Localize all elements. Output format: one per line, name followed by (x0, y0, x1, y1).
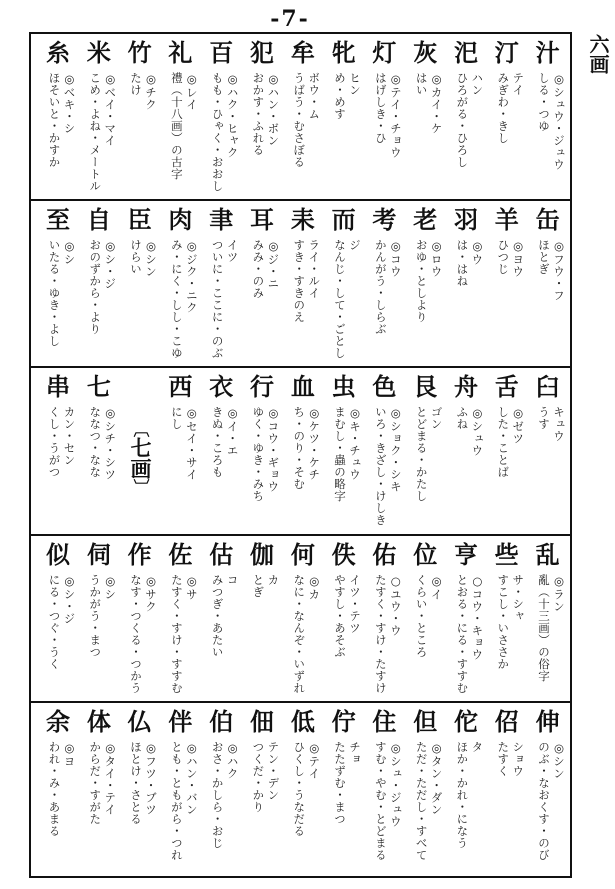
kanji-reading: ◎フツ・ブツ ほとけ・さとる (129, 741, 159, 825)
kanji-character: 艮 (413, 372, 438, 401)
kanji-entry (242, 536, 283, 701)
kanji-character: 臣 (127, 205, 152, 234)
kanji-entry (282, 368, 323, 534)
kanji-character: 汁 (535, 38, 560, 67)
kanji-entry (364, 368, 405, 534)
kanji-table (29, 32, 572, 878)
kanji-reading: ◎テイ ひくし・うなだる (292, 741, 322, 837)
kanji-character: 臼 (535, 372, 560, 401)
section-title: 七画 (128, 437, 154, 479)
kanji-entry (527, 536, 568, 701)
kanji-row (31, 201, 570, 366)
kanji-entry (38, 368, 79, 534)
kanji-entry (201, 368, 242, 534)
kanji-reading: ◎タン・ダン ただ・ただし・すべて (414, 741, 444, 861)
kanji-reading: イツ・テツ やすし・あそぶ (333, 574, 363, 658)
kanji-reading: ゴン とどまる・かたし (414, 406, 444, 502)
kanji-reading: ◎カ なに・なんぞ・いずれ (292, 574, 322, 694)
kanji-reading: ◎コウ かんがう・しらぶ (373, 239, 403, 335)
kanji-entry (282, 536, 323, 701)
kanji-reading: ライ・ルイ すき・すきのえ (292, 239, 322, 323)
kanji-character: 灯 (372, 38, 397, 67)
kanji-reading: ◎イ・エ きぬ・ころも (210, 406, 240, 478)
kanji-character: 伽 (250, 540, 275, 569)
kanji-entry (160, 368, 201, 534)
kanji-row (31, 368, 570, 534)
kanji-character: 汜 (454, 38, 478, 67)
kanji-reading: ◎ハク おさ・かしら・おじ (210, 741, 240, 849)
kanji-entry (78, 201, 119, 366)
kanji-character: 佇 (331, 707, 356, 736)
kanji-reading: ◎ウ は・はね (455, 239, 485, 287)
kanji-reading: ◎シン のぶ・なおくす・のび (537, 741, 566, 861)
kanji-entry (405, 703, 446, 876)
kanji-reading: タ ほか・かれ・になう (455, 741, 485, 849)
kanji-entry (242, 368, 283, 534)
kanji-reading: ◎ショク・シキ いろ・きざし・けしき (373, 406, 403, 526)
kanji-entry (323, 703, 364, 876)
kanji-reading: ◎シチ・シツ ななつ・なな (88, 406, 118, 481)
kanji-entry (364, 34, 405, 199)
kanji-character: 佃 (250, 707, 275, 736)
kanji-reading: ◎ラン 亂（十三画）の俗字 (537, 574, 566, 682)
kanji-reading: ◎ハク・ヒャク もも・ひゃく・おおし (210, 72, 240, 192)
kanji-entry (201, 201, 242, 366)
kanji-entry (160, 201, 201, 366)
kanji-character: 缶 (535, 205, 560, 234)
kanji-character: 体 (86, 707, 111, 736)
kanji-entry (201, 703, 242, 876)
kanji-entry (527, 201, 568, 366)
kanji-character: 牟 (290, 38, 315, 67)
kanji-character: 伺 (86, 540, 111, 569)
kanji-character: 作 (127, 540, 152, 569)
kanji-character: 伸 (535, 707, 560, 736)
kanji-reading: チョ たたずむ・まつ (333, 741, 363, 825)
kanji-entry (119, 368, 160, 534)
kanji-reading: ◎シ・ジ にる・つぐ・うく (47, 574, 77, 670)
kanji-entry (364, 536, 405, 701)
kanji-entry (446, 201, 487, 366)
kanji-reading: ◎テイ・チョウ はげしき・ひ (373, 72, 403, 159)
bracket-close: 〕 (131, 479, 151, 495)
kanji-reading: テン・デン つくだ・かり (251, 741, 281, 813)
kanji-entry (119, 536, 160, 701)
kanji-entry (323, 368, 364, 534)
kanji-reading: ◎タイ・テイ からだ・すがた (88, 741, 118, 825)
kanji-entry (242, 201, 283, 366)
kanji-entry (160, 536, 201, 701)
kanji-reading: ◎キ・チュウ まむし・蟲の略字 (333, 406, 363, 502)
kanji-character: 羊 (494, 205, 519, 234)
kanji-reading: ◎ロウ おゆ・としより (414, 239, 444, 323)
kanji-entry (201, 34, 242, 199)
kanji-reading: ◎ハン・バン とも・ともがら・つれ (169, 741, 199, 861)
kanji-reading: ◎シ・ジ おのずから・より (88, 239, 118, 335)
kanji-entry (78, 536, 119, 701)
bracket-open: 〔 (131, 421, 151, 437)
kanji-character: 西 (168, 372, 193, 401)
kanji-character: 但 (413, 707, 438, 736)
kanji-entry (364, 201, 405, 366)
kanji-entry (405, 536, 446, 701)
kanji-character: 灰 (413, 38, 438, 67)
kanji-reading: ◎シュ・ジュウ すむ・やむ・とどまる (373, 741, 403, 861)
kanji-reading: ◎シ うかがう・まつ (88, 574, 118, 658)
kanji-entry (282, 703, 323, 876)
kanji-entry (446, 703, 487, 876)
kanji-character: 至 (46, 205, 71, 234)
kanji-entry (119, 34, 160, 199)
kanji-character: 百 (209, 38, 234, 67)
kanji-character: 色 (372, 372, 397, 401)
kanji-character: 仏 (127, 707, 152, 736)
kanji-reading: ショウ たすく (496, 741, 526, 777)
kanji-reading: ◎ベキ・シ ほそいと・かすか (47, 72, 77, 168)
kanji-character: 糸 (46, 38, 71, 67)
kanji-reading: ◎シン けらい (129, 239, 159, 278)
kanji-reading: テイ みぎわ・きし (496, 72, 526, 144)
kanji-entry (282, 201, 323, 366)
kanji-entry (242, 34, 283, 199)
kanji-reading: イツ ついに・ここに・のぶ (210, 239, 240, 359)
kanji-entry (160, 703, 201, 876)
kanji-entry (38, 536, 79, 701)
kanji-reading: ボウ・ム うばう・むさぼる (292, 72, 322, 168)
kanji-entry (405, 368, 446, 534)
kanji-row (31, 536, 570, 701)
kanji-entry (527, 703, 568, 876)
kanji-character: 余 (46, 707, 71, 736)
kanji-entry (119, 201, 160, 366)
kanji-character: 佑 (372, 540, 397, 569)
kanji-character: 血 (290, 372, 315, 401)
kanji-reading: ◎ヨ われ・み・あまる (47, 741, 77, 837)
kanji-reading: ◎シュウ・ジュウ しる・つゆ (537, 72, 566, 171)
kanji-reading: ○コウ・キョウ とおる・にる・すすむ (455, 574, 485, 694)
kanji-entry (446, 536, 487, 701)
kanji-character: 舌 (494, 372, 519, 401)
kanji-entry (405, 201, 446, 366)
kanji-entry (38, 34, 79, 199)
kanji-character: 礼 (168, 38, 193, 67)
kanji-reading: ◎カイ・ケ はい (414, 72, 444, 135)
kanji-entry (201, 536, 242, 701)
kanji-reading: カン・セン くし・うがつ (47, 406, 77, 478)
kanji-reading: ◎チク たけ (129, 72, 159, 111)
kanji-entry (486, 34, 527, 199)
kanji-character: 串 (46, 372, 71, 401)
kanji-entry (78, 368, 119, 534)
kanji-entry (364, 703, 405, 876)
kanji-reading: ◎サ たすく・すけ・すすむ (169, 574, 199, 694)
kanji-reading: ハン ひろがる・ひろし (455, 72, 485, 168)
kanji-character: 估 (209, 540, 234, 569)
kanji-character: 虫 (331, 372, 356, 401)
kanji-entry (446, 368, 487, 534)
kanji-character: 汀 (494, 38, 519, 67)
kanji-character: 耳 (250, 205, 275, 234)
kanji-character: 米 (86, 38, 111, 67)
kanji-character: 低 (290, 707, 315, 736)
kanji-entry (323, 536, 364, 701)
kanji-reading: ◎サク なす・つくる・つかう (129, 574, 159, 694)
kanji-reading: ◎ジ・ニ みみ・のみ (251, 239, 281, 299)
kanji-reading: ◎イ くらい・ところ (414, 574, 444, 658)
kanji-entry (38, 703, 79, 876)
kanji-reading: ジ なんじ・して・ごとし (333, 239, 363, 359)
kanji-character: 耒 (290, 205, 315, 234)
kanji-character: 亨 (454, 540, 478, 569)
kanji-entry (160, 34, 201, 199)
kanji-reading: ○ユウ・ウ たすく・すけ・たすけ (373, 574, 403, 694)
kanji-entry (486, 703, 527, 876)
kanji-character: 伯 (209, 707, 234, 736)
kanji-character: 伴 (168, 707, 193, 736)
kanji-character: 乱 (535, 540, 560, 569)
kanji-entry (323, 34, 364, 199)
kanji-character: 老 (413, 205, 438, 234)
kanji-row (31, 34, 570, 199)
kanji-entry (486, 536, 527, 701)
kanji-entry (527, 368, 568, 534)
kanji-character: 似 (46, 540, 71, 569)
section-heading-seven-strokes (119, 398, 160, 518)
kanji-character: 住 (372, 707, 397, 736)
kanji-entry (527, 34, 568, 199)
kanji-entry (78, 703, 119, 876)
kanji-character: 佋 (494, 707, 519, 736)
kanji-entry (242, 703, 283, 876)
kanji-character: 何 (290, 540, 315, 569)
kanji-entry (486, 201, 527, 366)
kanji-reading: ◎ジク・ニク み・にく・しし・こゆ (169, 239, 199, 359)
kanji-character: 竹 (127, 38, 152, 67)
kanji-character: 肉 (168, 205, 193, 234)
kanji-entry (486, 368, 527, 534)
kanji-character: 牝 (331, 38, 356, 67)
kanji-character: 考 (372, 205, 397, 234)
kanji-character: 行 (250, 372, 275, 401)
kanji-character: 而 (331, 205, 356, 234)
kanji-character: 位 (413, 540, 438, 569)
kanji-entry (78, 34, 119, 199)
page-number: -7- (270, 6, 310, 32)
kanji-reading: ◎フウ・フ ほとぎ (537, 239, 566, 302)
kanji-character: 佚 (331, 540, 356, 569)
kanji-reading: ◎シ いたる・ゆき・よし (47, 239, 77, 347)
kanji-character: 七 (86, 372, 111, 401)
kanji-reading: ◎ヨウ ひつじ (496, 239, 526, 278)
kanji-character: 犯 (250, 38, 275, 67)
kanji-reading: カ とぎ (251, 574, 281, 598)
kanji-reading: ◎ベイ・マイ こめ・よね・メートル (88, 72, 118, 192)
section-label-six-strokes: 六画 (586, 34, 610, 74)
kanji-reading: ヒン め・めす (333, 72, 363, 120)
kanji-character: 舟 (454, 372, 478, 401)
kanji-reading: ◎レイ 禮（十八画）の古字 (169, 72, 199, 180)
kanji-character: 佐 (168, 540, 193, 569)
kanji-row (31, 703, 570, 876)
kanji-entry (323, 201, 364, 366)
kanji-entry (446, 34, 487, 199)
kanji-character: 聿 (209, 205, 234, 234)
kanji-character: 佗 (454, 707, 478, 736)
kanji-entry (282, 34, 323, 199)
kanji-reading: ◎シュウ ふね (455, 406, 485, 457)
kanji-entry (405, 34, 446, 199)
kanji-reading: ◎ゼツ した・ことば (496, 406, 526, 478)
kanji-character: 衣 (209, 372, 234, 401)
kanji-reading: キュウ うす (537, 406, 566, 442)
kanji-character: 羽 (454, 205, 478, 234)
kanji-reading: ◎セイ・サイ にし (169, 406, 199, 481)
kanji-entry (38, 201, 79, 366)
kanji-character: 自 (86, 205, 111, 234)
kanji-reading: ◎ハン・ボン おかす・ふれる (251, 72, 281, 156)
kanji-reading: ◎ケツ・ケチ ち・のり・そむ (292, 406, 322, 490)
kanji-reading: サ・シャ すこし・いささか (496, 574, 526, 670)
kanji-reading: ◎コウ・ギョウ ゆく・ゆき・みち (251, 406, 281, 502)
kanji-character: 些 (494, 540, 519, 569)
kanji-reading: コ みつぎ・あたい (210, 574, 240, 658)
kanji-entry (119, 703, 160, 876)
